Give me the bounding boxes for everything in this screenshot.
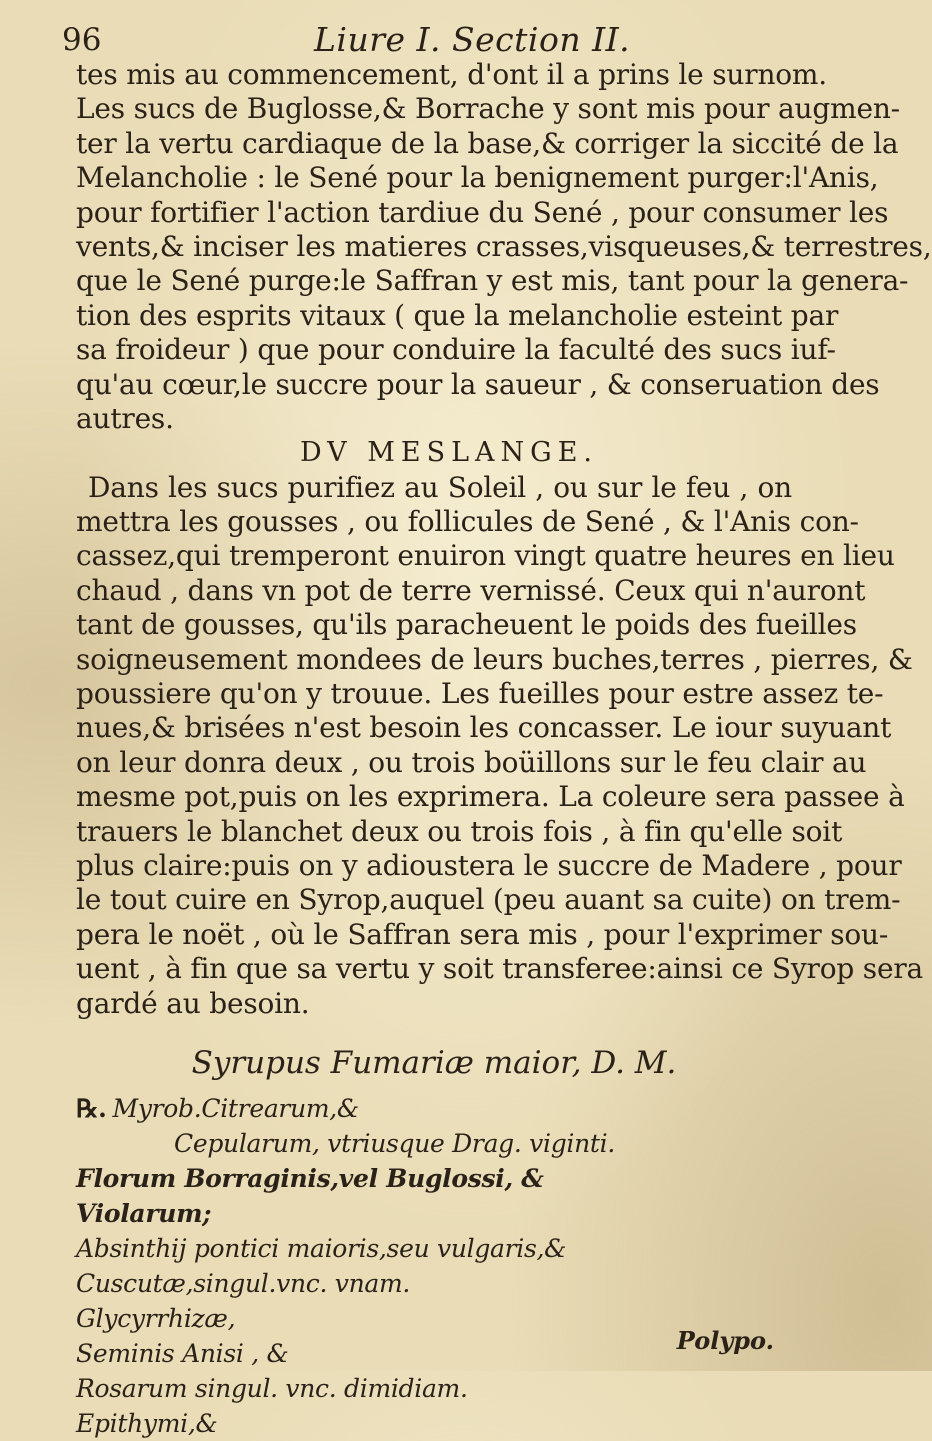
text-line: gardé au besoin. [76, 986, 310, 1020]
text-line: soigneusement mondees de leurs buches,terres , pierres, & [76, 642, 913, 676]
body-text [76, 58, 932, 1441]
recipe-title: Syrupus Fumariæ maior, D. M. [191, 1044, 677, 1081]
catchword: Polypo. [676, 1326, 774, 1355]
running-title: Liure I. Section II. [314, 20, 631, 59]
text-line: sa froideur ) que pour conduire la faculté des sucs iuf- [76, 333, 836, 367]
text-line: mettra les gousses , ou follicules de Sené , & l'Anis con- [76, 505, 859, 539]
text-line: ter la vertu cardiaque de la base,& corriger la siccité de la [76, 126, 899, 160]
text-line: trauers le blanchet deux ou trois fois , à fin qu'elle soit [76, 814, 843, 848]
recipe-line [76, 1091, 792, 1126]
text-line: le tout cuire en Syrop,auquel (peu auant sa cuite) on trem- [76, 883, 901, 917]
text-line: mesme pot,puis on les exprimera. La coleure sera passee à [76, 780, 905, 814]
recipe-line: Cepularum, vtriusque Drag. viginti. [174, 1128, 615, 1158]
recipe-line: Violarum; [76, 1198, 212, 1228]
recipe-line: Glycyrrhizæ, [76, 1303, 236, 1333]
text-line: Dans les sucs purifiez au Soleil , ou sur le feu , on [88, 470, 792, 504]
recipe-line: Epithymi,& [76, 1408, 218, 1438]
paragraph-1 [76, 58, 932, 436]
text-line: pera le noët , où le Saffran sera mis , pour l'exprimer sou- [76, 917, 889, 951]
recipe-line: Florum Borraginis,vel Buglossi, & [76, 1163, 544, 1193]
text-line: chaud , dans vn pot de terre vernissé. Ceux qui n'auront [76, 573, 866, 607]
text-line: on leur donra deux , ou trois boüillons sur le feu clair au [76, 745, 867, 779]
text-line: autres. [76, 401, 174, 435]
recipe-line: Seminis Anisi , & [76, 1338, 289, 1368]
recipe-symbol: ℞. [76, 1093, 107, 1123]
running-head [62, 16, 762, 64]
text-line: tes mis au commencement, d'ont il a prins le surnom. [76, 58, 827, 91]
text-line: poussiere qu'on y trouue. Les fueilles pour estre assez te- [76, 677, 884, 711]
text-line: tant de gousses, qu'ils paracheuent le poids des fueilles [76, 608, 857, 642]
recipe-line-text: Myrob.Citrearum,& [112, 1093, 359, 1123]
text-line: Melancholie : le Sené pour la benignement purger:l'Anis, [76, 161, 879, 195]
recipe-line: Absinthij pontici maioris,seu vulgaris,& [76, 1233, 567, 1263]
text-line: Les sucs de Buglosse,& Borrache y sont mis pour augmen- [76, 92, 900, 126]
paragraph-2 [76, 470, 924, 1021]
text-line: plus claire:puis on y adioustera le succre de Madere , pour [76, 848, 902, 882]
page-number: 96 [62, 22, 102, 58]
section-heading: DV MESLANGE. [299, 437, 599, 469]
text-line: vents,& inciser les matieres crasses,visqueuses,& terrestres, [76, 229, 932, 263]
text-line: pour fortifier l'action tardiue du Sené , pour consumer les [76, 195, 889, 229]
text-line: que le Sené purge:le Saffran y est mis, tant pour la genera- [76, 264, 909, 298]
recipe-ingredients [76, 1091, 792, 1441]
text-line: tion des esprits vitaux ( que la melancholie esteint par [76, 298, 839, 332]
text-line: uent , à fin que sa vertu y soit transferee:ainsi ce Syrop sera [76, 952, 924, 986]
text-line: nues,& brisées n'est besoin les concasser. Le iour suyuant [76, 711, 892, 745]
text-line: qu'au cœur,le succre pour la saueur , & conseruation des [76, 367, 880, 401]
recipe-line: Rosarum singul. vnc. dimidiam. [76, 1373, 468, 1403]
recipe-line: Cuscutæ,singul.vnc. vnam. [76, 1268, 411, 1298]
text-line: cassez,qui tremperont enuiron vingt quatre heures en lieu [76, 539, 895, 573]
